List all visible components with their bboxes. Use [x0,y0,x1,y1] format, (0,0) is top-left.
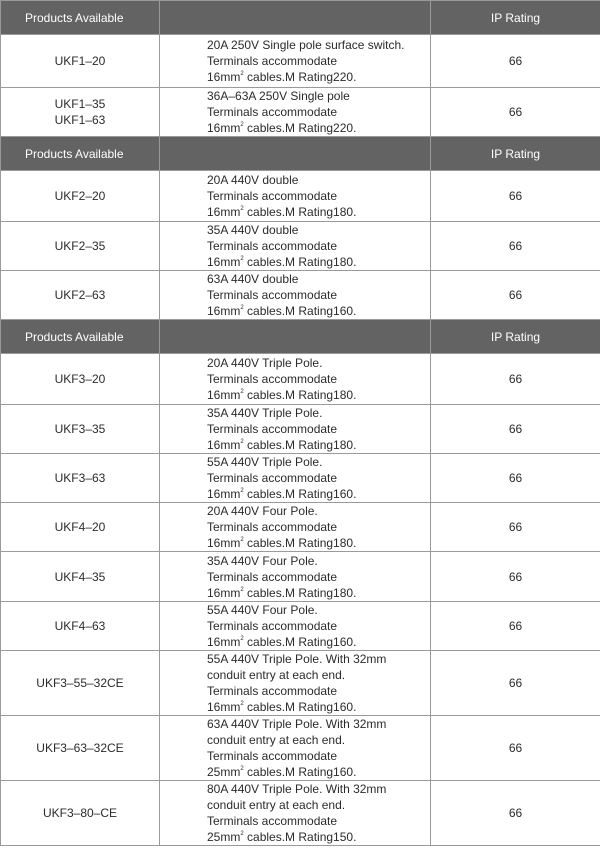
table-row [1,222,600,271]
header-description [160,1,431,35]
table-row [1,454,600,503]
table-row [1,503,600,552]
ip-rating-value: 66 [431,781,600,846]
description-line: 63A 440V Triple Pole. With 32mm [207,717,387,731]
product-description [160,503,431,552]
table-row [1,716,600,781]
description-line: $16mm^2$ cables.M Rating180. [207,205,357,219]
header-products-available: Products Available [1,137,160,171]
product-description [160,271,431,320]
description-line: $16mm^2$ cables.M Rating180. [207,536,357,550]
product-description [160,222,431,271]
product-code [1,35,160,88]
table-row [1,651,600,716]
description-line: Terminals accommodate [207,814,338,828]
table-row [1,271,600,320]
description-line: $16mm^2$ cables.M Rating180. [207,255,357,269]
description-line: 20A 250V Single pole surface switch. [207,38,405,52]
product-code [1,552,160,602]
product-description [160,781,431,846]
header-description [160,137,431,171]
ip-rating-value: 66 [431,271,600,320]
product-code-line: UKF2–35 [54,239,106,253]
description-line: 35A 440V Triple Pole. [207,406,323,420]
description-line: Terminals accommodate [207,619,338,633]
description-line: $25mm^2$ cables.M Rating160. [207,765,357,779]
product-code-line: UKF3–63 [54,471,106,485]
description-line: Terminals accommodate [207,54,338,68]
description-line: Terminals accommodate [207,471,338,485]
description-line: $16mm^2$ cables.M Rating180. [207,438,357,452]
description-line: Terminals accommodate [207,569,338,584]
description-line: 55A 440V Triple Pole. With 32mm [207,652,387,666]
description-line: 35A 440V Four Pole. [207,553,318,568]
table-row [1,405,600,454]
table-row [1,35,600,88]
product-code-line: UKF3–80–CE [42,806,118,820]
ip-rating-value: 66 [431,454,600,503]
header-ip-rating: IP Rating [431,320,600,354]
product-code-line: UKF3–55–32CE [36,676,124,690]
ip-rating-value: 66 [431,171,600,222]
product-description [160,454,431,503]
description-line: Terminals accommodate [207,372,338,386]
table-row [1,354,600,405]
description-line: Terminals accommodate [207,422,338,436]
description-line: Terminals accommodate [207,520,338,534]
product-code [1,88,160,137]
product-description [160,651,431,716]
description-line: $16mm^2$ cables.M Rating160. [207,700,357,714]
description-line: 55A 440V Four Pole. [207,603,318,617]
product-code [1,222,160,271]
products-table-body [1,1,600,846]
section-header-row [1,1,600,35]
product-code [1,781,160,846]
table-row [1,781,600,846]
description-line: 20A 440V double [207,173,299,187]
ip-rating-value: 66 [431,503,600,552]
product-description [160,716,431,781]
product-code-line: UKF3–35 [54,422,106,436]
product-code [1,171,160,222]
description-line: $25mm^2$ cables.M Rating150. [207,830,357,844]
section-header-row [1,137,600,171]
product-code-line: UKF4–35 [54,569,106,584]
description-line: $16mm^2$ cables.M Rating160. [207,304,357,318]
product-code [1,354,160,405]
description-line: $16mm^2$ cables.M Rating160. [207,487,357,501]
product-description [160,88,431,137]
ip-rating-value: 66 [431,716,600,781]
product-code-line: UKF2–20 [54,189,106,203]
product-code [1,271,160,320]
ip-rating-value: 66 [431,552,600,602]
product-code [1,716,160,781]
description-line: 63A 440V double [207,272,299,286]
description-line: 55A 440V Triple Pole. [207,455,323,469]
description-line: conduit entry at each end. [207,733,346,747]
description-line: conduit entry at each end. [207,668,346,682]
ip-rating-value: 66 [431,405,600,454]
product-code [1,405,160,454]
description-line: 20A 440V Four Pole. [207,504,318,518]
product-description [160,171,431,222]
table-row [1,552,600,602]
header-products-available: Products Available [1,320,160,354]
product-code [1,651,160,716]
description-line: conduit entry at each end. [207,798,346,812]
product-description [160,552,431,602]
section-header-row [1,320,600,354]
description-line: $16mm^2$ cables.M Rating180. [207,585,357,600]
header-ip-rating: IP Rating [431,137,600,171]
ip-rating-value: 66 [431,88,600,137]
description-line: Terminals accommodate [207,105,338,119]
description-line: Terminals accommodate [207,749,338,763]
product-description [160,35,431,88]
product-code-line: UKF1–63 [54,113,106,127]
description-line: Terminals accommodate [207,189,338,203]
product-code [1,454,160,503]
header-description [160,320,431,354]
table-row [1,171,600,222]
header-products-available: Products Available [1,1,160,35]
product-description [160,354,431,405]
description-line: $16mm^2$ cables.M Rating220. [207,70,357,84]
product-code-line: UKF1–20 [54,54,106,68]
product-code-line: UKF3–20 [54,372,106,386]
ip-rating-value: 66 [431,35,600,88]
description-line: 36A–63A 250V Single pole [207,89,350,103]
ip-rating-value: 66 [431,354,600,405]
product-code-line: UKF3–63–32CE [36,741,124,755]
ip-rating-value: 66 [431,651,600,716]
description-line: 80A 440V Triple Pole. With 32mm [207,782,387,796]
table-row [1,602,600,651]
description-line: Terminals accommodate [207,239,338,253]
product-code [1,602,160,651]
product-code-line: UKF4–63 [54,619,106,633]
description-line: 35A 440V double [207,223,299,237]
table-row [1,88,600,137]
description-line: 20A 440V Triple Pole. [207,356,323,370]
description-line: $16mm^2$ cables.M Rating160. [207,635,357,649]
description-line: Terminals accommodate [207,684,338,698]
ip-rating-value: 66 [431,222,600,271]
product-code-line: UKF2–63 [54,288,106,302]
product-code-line: UKF1–35 [54,97,106,111]
description-line: $16mm^2$ cables.M Rating220. [207,121,357,135]
description-line: $16mm^2$ cables.M Rating180. [207,388,357,402]
product-description [160,602,431,651]
product-code [1,503,160,552]
product-description [160,405,431,454]
header-ip-rating: IP Rating [431,1,600,35]
product-code-line: UKF4–20 [54,520,106,534]
description-line: Terminals accommodate [207,288,338,302]
ip-rating-value: 66 [431,602,600,651]
